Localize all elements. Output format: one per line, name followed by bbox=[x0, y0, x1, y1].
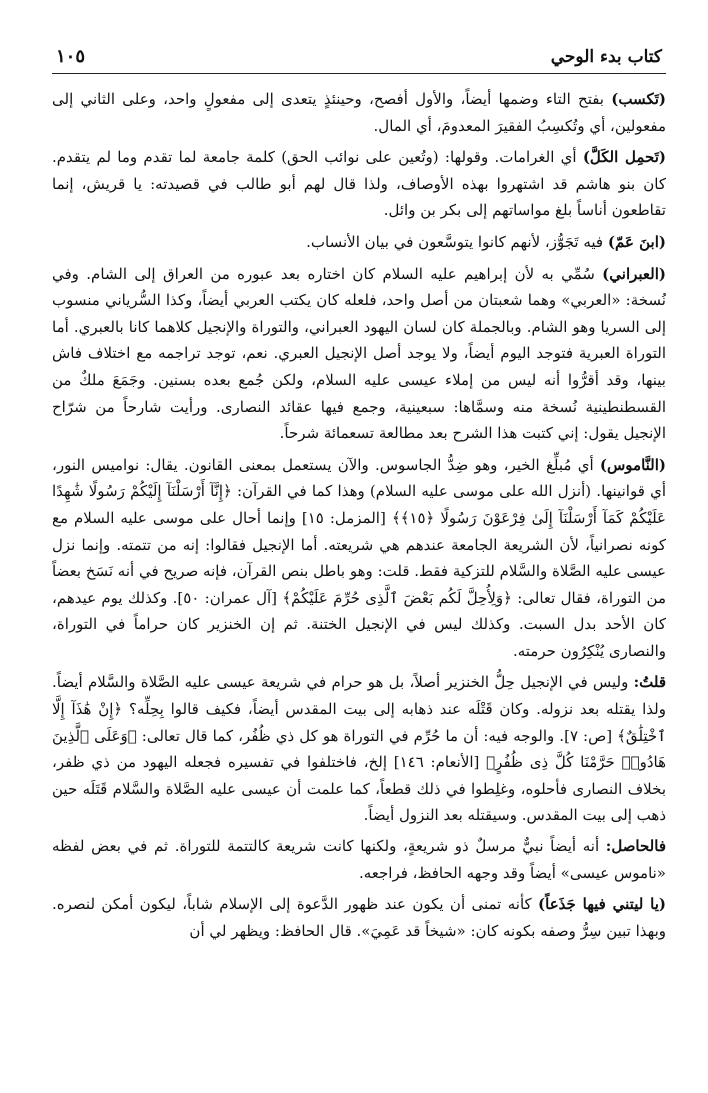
page-body bbox=[52, 74, 666, 944]
term-heading: قلتُ: bbox=[633, 673, 666, 692]
paragraph-ibrani bbox=[52, 261, 666, 447]
paragraph-ibn-amm bbox=[52, 229, 666, 256]
paragraph-text: كأنه تمنى أن يكون عند ظهور الدَّعوة إلى الإسلام شاباً، ليكون أمكن لنصره. وبهذا تبين سِرُّ وصفه بكونه كان: «شيخاً قد عَمِيَ». قال الحافظ: ويظهر لي أن bbox=[52, 895, 666, 940]
paragraph-namus bbox=[52, 452, 666, 665]
paragraph-text: وليس في الإنجيل حِلُّ الخنزير أصلاً، بل هو حرام في شريعة عيسى عليه الصَّلاة والسَّلام أيضاً. ولذا يقتله بعد نزوله. وكان قَتْلَه عند ذهابه إلى بيت المقدس أيضاً، فكيف قالوا بِحِلِّه؟ ﴿إِنْ هَٰذَآ إِلَّا ٱخْتِلَٰقٌ﴾ [ص: ٧]. والوجه فيه: أن ما حُرِّم في التوراة هو كل ذي ظُفُر، كما قال تعالى: ﴿وَعَلَى ٱلَّذِينَ هَادُوا۟ حَرَّمْنَا كُلَّ ذِى ظُفُرٍ﴾ [الأنعام: ١٤٦] إلخ، فاختلفوا في تفسيره فجعله اليهود من ذي ظفر، بخلاف النصارى فأحلوه، وغلِطوا في ذلك قطعاً، كما علمت أن عيسى عليه الصَّلاة والسَّلام قَتَلَه حين ذهب إلى بيت المقدس. وسيقتله بعد النزول أيضاً. bbox=[52, 673, 666, 825]
paragraph-text: سُمِّي به لأن إبراهيم عليه السلام كان اختاره بعد عبوره من العراق إلى الشام. وفي نُسخة: «العربي» وهما شعبتان من أصل واحد، فلعله كان يكتب العربي أيضاً، وكذا السُّرياني منسوب إلى السريا وهو الشام. وبالجملة كان لسان اليهود العبراني، والتوراة والإنجيل كلاهما كانا بالعبري. أما التوراة العبرية فتوجد اليوم أيضاً، ولا يوجد أصل الإنجيل العبري. نعم، توجد تراجمه مع اختلاف فاش بينها، وقد أقرُّوا أنه ليس من إملاء عيسى عليه السلام، ولكن جُمع بعده بسنين. وجَمَعَ ملكٌ من القسطنطينية نُسخة منه وسمَّاها: سبعينية، وجمع فيها عقائد النصارى. ورأيت شارحاً من شرّاح الإنجيل يقول: إني كتبت هذا الشرح بعد مطالعة تسعمائة شرحاً. bbox=[52, 264, 666, 443]
paragraph-tahmil bbox=[52, 144, 666, 224]
page-number: ١٠٥ bbox=[56, 46, 86, 67]
paragraph-text: أي مُبلِّغ الخير، وهو ضِدُّ الجاسوس. والآن يستعمل بمعنى القانون. يقال: نواميس النور، أي قوانينها. (أنزل الله على موسى عليه السلام) وهذا كما في القرآن: ﴿إِنَّآ أَرْسَلْنَآ إِلَيْكُمْ رَسُولًا شَٰهِدًا عَلَيْكُمْ كَمَآ أَرْسَلْنَآ إِلَىٰ فِرْعَوْنَ رَسُولًا ﴿١٥﴾﴾ [المزمل: ١٥] وإنما أحال على موسى عليه السلام مع كونه نصرانياً، لأن الشريعة الجامعة عندهم هي شريعته. أما الإنجيل فقالوا: إنه من تتمته. وإنما نزل عيسى عليه الصَّلاة والسَّلام للتزكية فقط. قلت: وهو باطل بنص القرآن، فإنه صريح في أنه نَسَخ بعضاً من التوراة، فقال تعالى: ﴿وَلِأُحِلَّ لَكُم بَعْضَ ٱلَّذِى حُرِّمَ عَلَيْكُمْ﴾ [آل عمران: ٥٠]. وكذلك يوم عيدهم، كان الأحد بدل السبت. وكذلك ليس في الإنجيل الختنة. ثم إن الخنزير كان حراماً في التوراة، والنصارى يُنْكِرُون حرمته. bbox=[52, 455, 666, 660]
paragraph-hasil bbox=[52, 833, 666, 886]
running-title: كتاب بدء الوحي bbox=[550, 47, 662, 67]
term-heading: فالحاصل: bbox=[605, 837, 666, 856]
term-heading: (العبراني) bbox=[602, 264, 666, 283]
paragraph-text: بفتح التاء وضمها أيضاً، والأول أفصح، وحينئذٍ يتعدى إلى مفعولٍ واحد، وعلى الثاني إلى مفعولين، أي وتُكسِبُ الفقيرَ المعدومَ، أي المال. bbox=[52, 90, 666, 135]
term-heading: (يا ليتني فيها جَذَعاً) bbox=[538, 895, 666, 914]
paragraph-text: أي الغرامات. وقولها: (وتُعين على نوائب الحق) كلمة جامعة لما تقدم وما لم يتقدم. كان بنو هاشم قد اشتهروا بهذه الأوصاف، ولذا قال لهم أبو طالب في قصيدته: يا قريش، إنما تقاطعون أناساً بلغ مواساتهم إلى بكر بن وائل. bbox=[52, 148, 666, 220]
term-heading: (تَحمِل الكَلَّ) bbox=[582, 148, 666, 167]
page-header bbox=[52, 0, 666, 74]
paragraph-text: فيه تَجَوُّز، لأنهم كانوا يتوسَّعون في بيان الأنساب. bbox=[306, 232, 608, 251]
term-heading: (تَكسب) bbox=[611, 90, 666, 108]
paragraph-qultu bbox=[52, 669, 666, 829]
term-heading: (ابنَ عَمّ) bbox=[607, 232, 666, 251]
paragraph-taksib bbox=[52, 86, 666, 139]
paragraph-text: أنه أيضاً نبيٌّ مرسلٌ ذو شريعةٍ، ولكنها كانت شريعة كالتتمة للتوراة. ثم في بعض لفظه «ناموس عيسى» أيضاً وقد وجهه الحافظ، فراجعه. bbox=[52, 837, 666, 882]
term-heading: (النَّاموس) bbox=[599, 455, 666, 474]
paragraph-jadhaa bbox=[52, 891, 666, 944]
